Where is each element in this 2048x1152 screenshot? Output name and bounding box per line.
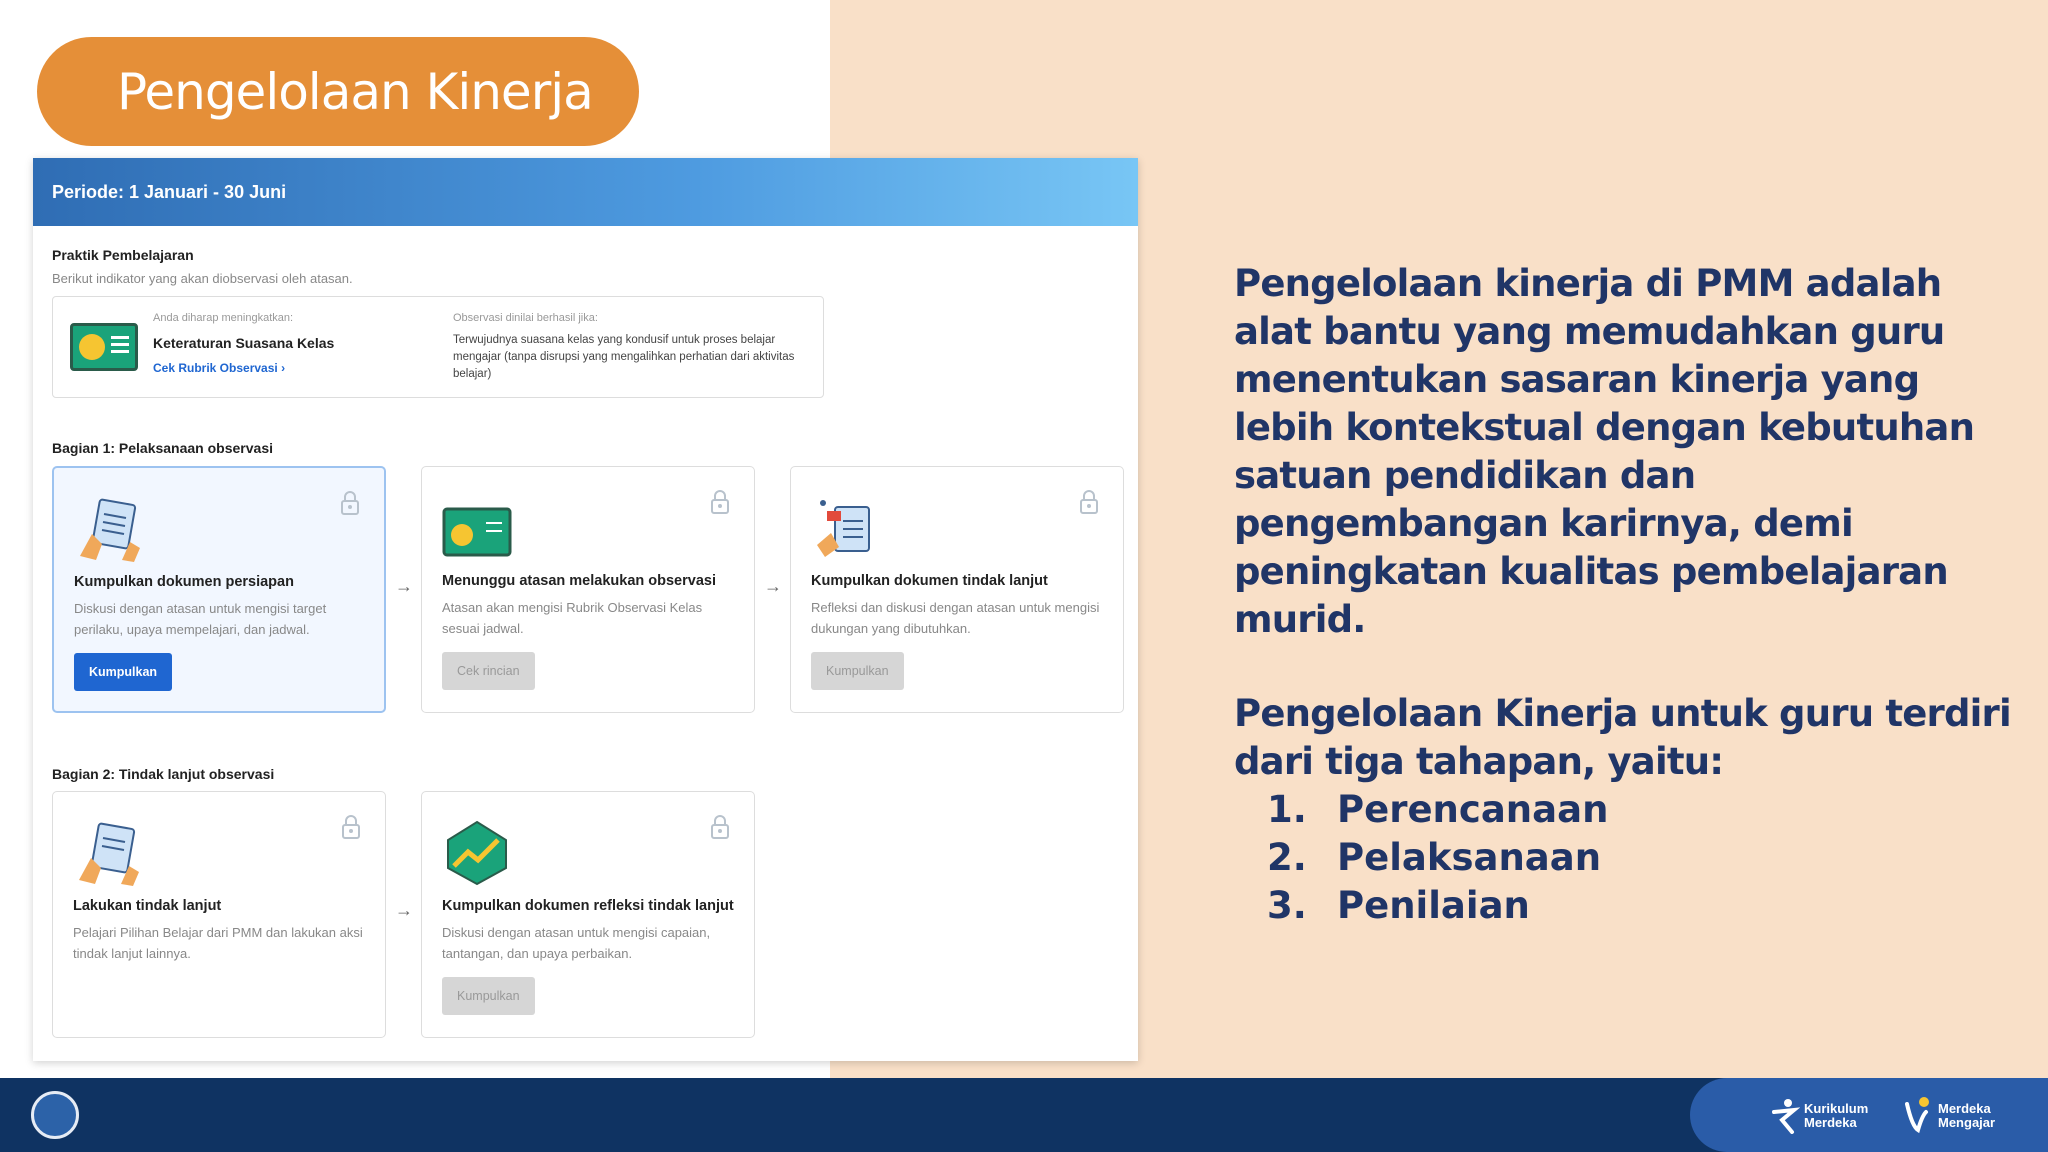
- merdeka-mengajar-logo-icon: [1904, 1096, 1930, 1134]
- lock-icon: [1079, 489, 1099, 515]
- card-collect-reflection: [421, 791, 755, 1038]
- list-item: [1234, 882, 1608, 930]
- brand2-line1: Merdeka: [1938, 1101, 1991, 1116]
- slide-title-pill: [37, 37, 639, 146]
- brand2-line2: Mengajar: [1938, 1115, 1996, 1130]
- card-description: Diskusi dengan atasan untuk mengisi target perilaku, upaya mempelajari, dan jadwal.: [74, 601, 327, 637]
- lock-icon: [710, 814, 730, 840]
- part2-title: Bagian 2: Tindak lanjut observasi: [52, 766, 275, 782]
- card-title: Lakukan tindak lanjut: [73, 898, 222, 914]
- card-await-observation: [421, 466, 755, 713]
- card-title: Kumpulkan dokumen refleksi tindak lanjut: [442, 898, 734, 914]
- growth-chart-icon: [442, 818, 512, 888]
- stages-intro: Pengelolaan Kinerja untuk guru terdiri dari tiga tahapan, yaitu:: [1234, 692, 2011, 783]
- collect-followup-button[interactable]: Kumpulkan: [811, 652, 904, 690]
- slide-title: Pengelolaan Kinerja: [117, 62, 593, 121]
- classroom-board-icon: [442, 493, 512, 563]
- practice-subtitle: Berikut indikator yang akan diobservasi oleh atasan.: [52, 271, 353, 286]
- chevron-right-icon: ›: [281, 361, 286, 375]
- list-label: Pelaksanaan: [1337, 836, 1602, 879]
- card-title: Kumpulkan dokumen tindak lanjut: [811, 573, 1048, 589]
- classroom-board-icon: [70, 323, 138, 371]
- kurikulum-merdeka-logo-icon: [1770, 1098, 1800, 1134]
- rubric-link[interactable]: [153, 361, 285, 375]
- description-paragraph: Pengelolaan kinerja di PMM adalah alat bantu yang memudahkan guru menentukan sasaran kinerja yang lebih kontekstual dengan kebutuhan satuan pendidikan dan pengembangan karirnya, demi peningkatan kualitas pembelajaran murid.: [1234, 262, 1975, 641]
- card-description: Refleksi dan diskusi dengan atasan untuk mengisi dukungan yang dibutuhkan.: [811, 600, 1100, 636]
- footer-brand-pill: [1690, 1078, 2048, 1152]
- card-title: Kumpulkan dokumen persiapan: [74, 574, 294, 590]
- rubric-link-label: Cek Rubrik Observasi: [153, 361, 278, 375]
- app-screenshot: [33, 158, 1138, 1061]
- list-item: [1234, 834, 1608, 882]
- card-title: Menunggu atasan melakukan observasi: [442, 573, 716, 589]
- indicator-name: Keteraturan Suasana Kelas: [153, 335, 335, 351]
- list-item: [1234, 786, 1608, 834]
- lock-icon: [341, 814, 361, 840]
- card-description: Diskusi dengan atasan untuk mengisi capaian, tantangan, dan upaya perbaikan.: [442, 925, 711, 961]
- success-label: Observasi dinilai berhasil jika:: [453, 312, 598, 324]
- stages-list: [1234, 786, 1608, 930]
- indicator-box: [52, 296, 824, 398]
- arrow-right-icon: →: [395, 900, 413, 920]
- expect-label: Anda diharap meningkatkan:: [153, 312, 294, 324]
- document-hands-icon: [74, 494, 144, 564]
- list-number: 3.: [1267, 884, 1307, 927]
- practice-title: Praktik Pembelajaran: [52, 247, 194, 263]
- success-description: Terwujudnya suasana kelas yang kondusif untuk proses belajar mengajar (tanpa disrupsi yang mengalihkan perhatian dari aktivitas belajar): [453, 334, 795, 380]
- list-number: 1.: [1267, 788, 1307, 831]
- brand1-line2: Merdeka: [1804, 1115, 1857, 1130]
- part1-title: Bagian 1: Pelaksanaan observasi: [52, 440, 273, 456]
- checklist-hand-icon: [811, 493, 881, 563]
- lock-icon: [340, 490, 360, 516]
- card-do-followup: [52, 791, 386, 1038]
- card-description: Atasan akan mengisi Rubrik Observasi Kelas sesuai jadwal.: [442, 600, 703, 636]
- list-label: Penilaian: [1337, 884, 1530, 927]
- period-header: [33, 158, 1138, 226]
- lock-icon: [710, 489, 730, 515]
- ministry-emblem-icon: [31, 1091, 79, 1139]
- document-hands-icon: [73, 818, 143, 888]
- brand1-line1: Kurikulum: [1804, 1101, 1869, 1116]
- collect-preparation-button[interactable]: Kumpulkan: [74, 653, 172, 691]
- list-label: Perencanaan: [1337, 788, 1609, 831]
- period-label: Periode: 1 Januari - 30 Juni: [52, 181, 287, 202]
- arrow-right-icon: →: [764, 576, 782, 596]
- list-number: 2.: [1267, 836, 1307, 879]
- card-collect-preparation: [52, 466, 386, 713]
- card-description: Pelajari Pilihan Belajar dari PMM dan lakukan aksi tindak lanjut lainnya.: [73, 925, 363, 961]
- arrow-right-icon: →: [395, 576, 413, 596]
- view-details-button[interactable]: Cek rincian: [442, 652, 535, 690]
- collect-reflection-button[interactable]: Kumpulkan: [442, 977, 535, 1015]
- card-collect-followup: [790, 466, 1124, 713]
